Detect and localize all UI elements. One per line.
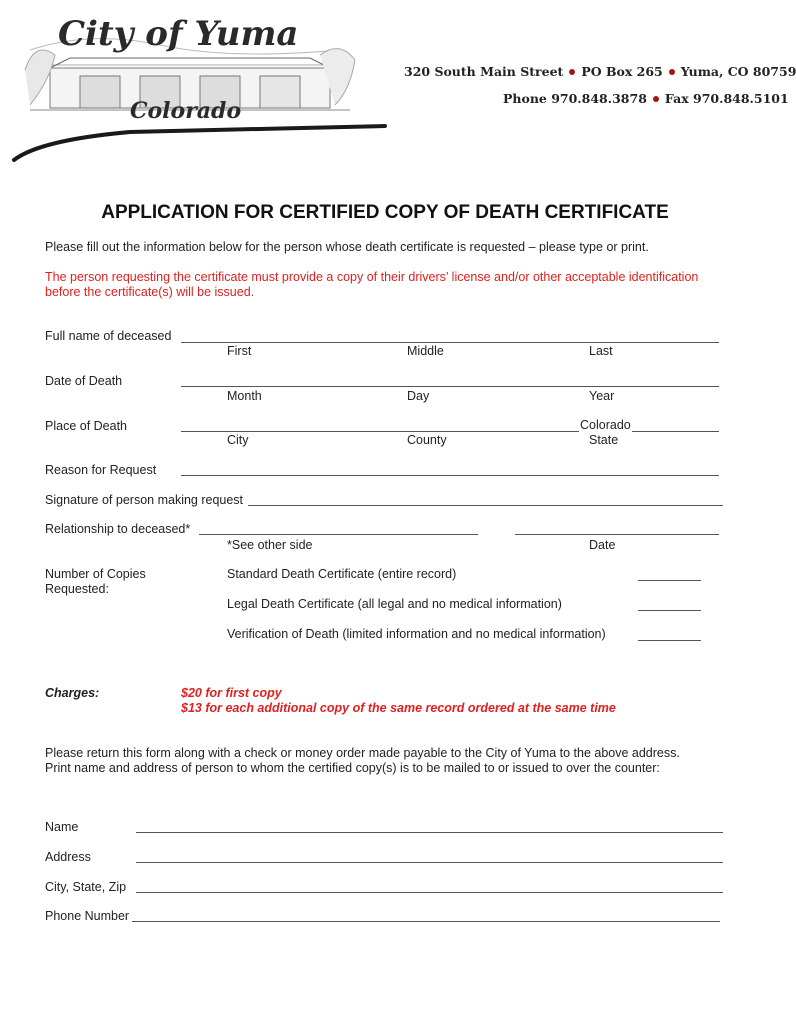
- logo-title: City of Yuma: [58, 14, 299, 54]
- relationship-label: Relationship to deceased*: [45, 522, 191, 536]
- full-name-field[interactable]: [181, 342, 719, 343]
- instruction-text: Please fill out the information below for the person whose death certificate is requested – please type or print.: [45, 240, 649, 254]
- verification-option: Verification of Death (limited information and no medical information): [227, 627, 606, 641]
- legal-certificate-option: Legal Death Certificate (all legal and no medical information): [227, 597, 562, 611]
- mailing-phone-field[interactable]: [132, 921, 720, 922]
- mailing-name-field[interactable]: [136, 832, 723, 833]
- id-notice-line1: The person requesting the certificate must provide a copy of their drivers’ license and/or other acceptable identification: [45, 270, 699, 284]
- logo-subtitle: Colorado: [130, 98, 242, 124]
- date-of-death-field[interactable]: [181, 386, 719, 387]
- verification-quantity-field[interactable]: [638, 640, 701, 641]
- full-name-label: Full name of deceased: [45, 329, 172, 343]
- year-caption: Year: [589, 389, 615, 403]
- state-caption: State: [589, 433, 619, 447]
- city-state-zip-address: Yuma, CO 80759: [680, 64, 796, 79]
- day-caption: Day: [407, 389, 430, 403]
- middle-name-caption: Middle: [407, 344, 444, 358]
- reason-label: Reason for Request: [45, 463, 157, 477]
- legal-quantity-field[interactable]: [638, 610, 701, 611]
- place-of-death-city-county-field[interactable]: [181, 431, 579, 432]
- reason-field[interactable]: [181, 475, 719, 476]
- last-name-caption: Last: [589, 344, 613, 358]
- date-caption: Date: [589, 538, 616, 552]
- mailing-address-label: Address: [45, 850, 91, 864]
- copies-label-line2: Requested:: [45, 582, 109, 596]
- county-caption: County: [407, 433, 447, 447]
- standard-certificate-option: Standard Death Certificate (entire record): [227, 567, 457, 581]
- place-of-death-label: Place of Death: [45, 419, 127, 433]
- city-caption: City: [227, 433, 249, 447]
- bullet-icon: [653, 96, 659, 102]
- return-instruction-line2: Print name and address of person to whom the certified copy(s) is to be mailed to or issued to over the counter:: [45, 761, 660, 775]
- date-field[interactable]: [515, 534, 719, 535]
- id-notice-line2: before the certificate(s) will be issued.: [45, 285, 255, 299]
- date-of-death-label: Date of Death: [45, 374, 123, 388]
- mailing-city-state-zip-label: City, State, Zip: [45, 880, 127, 894]
- return-instruction-line1: Please return this form along with a check or money order made payable to the City of Yuma to the above address.: [45, 746, 680, 760]
- mailing-name-label: Name: [45, 820, 79, 834]
- signature-label: Signature of person making request: [45, 493, 244, 507]
- po-box: PO Box 265: [581, 64, 663, 79]
- standard-quantity-field[interactable]: [638, 580, 701, 581]
- copies-label-line1: Number of Copies: [45, 567, 146, 581]
- street-address: 320 South Main Street: [404, 64, 564, 79]
- see-other-side-note: *See other side: [227, 538, 313, 552]
- mailing-address-field[interactable]: [136, 862, 723, 863]
- relationship-field[interactable]: [199, 534, 478, 535]
- first-copy-charge: $20 for first copy: [181, 686, 282, 700]
- address-line: [404, 64, 796, 79]
- signature-field[interactable]: [248, 505, 723, 506]
- additional-copy-charge: $13 for each additional copy of the same record ordered at the same time: [181, 701, 616, 715]
- first-name-caption: First: [227, 344, 252, 358]
- mailing-phone-label: Phone Number: [45, 909, 130, 923]
- month-caption: Month: [227, 389, 262, 403]
- mailing-city-state-zip-field[interactable]: [136, 892, 723, 893]
- bullet-icon: [569, 69, 575, 75]
- charges-label: Charges:: [45, 686, 100, 700]
- contact-line: [503, 91, 789, 106]
- bullet-icon: [669, 69, 675, 75]
- phone-number: Phone 970.848.3878: [503, 91, 647, 106]
- form-title: APPLICATION FOR CERTIFIED COPY OF DEATH CERTIFICATE: [101, 202, 669, 223]
- state-field[interactable]: [632, 431, 719, 432]
- state-value: Colorado: [580, 418, 631, 432]
- fax-number: Fax 970.848.5101: [664, 91, 789, 106]
